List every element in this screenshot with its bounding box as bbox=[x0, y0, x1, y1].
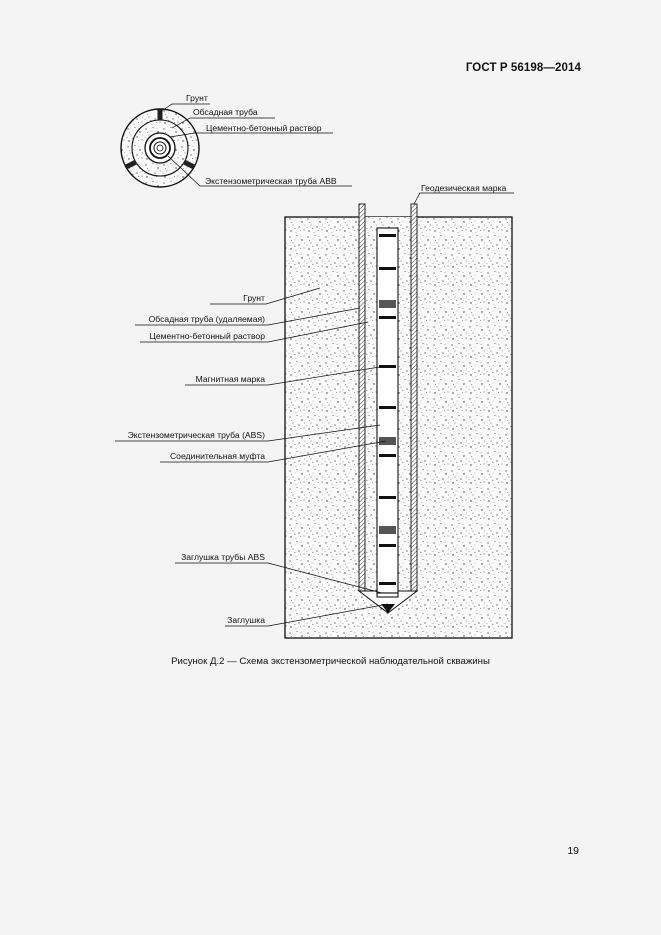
label-abs-plug: Заглушка трубы ABS bbox=[181, 552, 265, 562]
label-geodetic-mark: Геодезическая марка bbox=[421, 183, 507, 193]
label-soil-top: Грунт bbox=[186, 93, 208, 103]
cross-section-core bbox=[157, 145, 163, 151]
magnetic-mark bbox=[379, 316, 396, 319]
casing-wall-left bbox=[359, 204, 365, 591]
label-soil: Грунт bbox=[243, 293, 265, 303]
coupling-band bbox=[379, 437, 396, 445]
vertical-section-view bbox=[115, 183, 514, 638]
magnetic-mark bbox=[379, 234, 396, 237]
magnetic-mark bbox=[379, 267, 396, 270]
leader-line bbox=[414, 193, 514, 204]
label-casing-top: Обсадная труба bbox=[193, 107, 258, 117]
label-cement: Цементно-бетонный раствор bbox=[149, 331, 265, 341]
figure-caption: Рисунок Д.2 — Схема экстензометрической наблюдательной скважины bbox=[171, 656, 490, 667]
coupling-band bbox=[379, 526, 396, 534]
page-number: 19 bbox=[567, 845, 579, 857]
label-magnetic-mark: Магнитная марка bbox=[195, 374, 265, 384]
label-ext-pipe: Экстензометрическая труба (ABS) bbox=[127, 430, 265, 440]
document-code: ГОСТ Р 56198—2014 bbox=[465, 62, 581, 74]
label-cement-top: Цементно-бетонный раствор bbox=[206, 123, 322, 133]
cross-section-view bbox=[121, 93, 352, 187]
casing-wall-right bbox=[411, 204, 417, 591]
label-ext-pipe-top: Экстензометрическая труба АВВ bbox=[205, 176, 337, 186]
magnetic-mark bbox=[379, 496, 396, 499]
magnetic-mark bbox=[379, 406, 396, 409]
label-coupling: Соединительная муфта bbox=[169, 451, 265, 461]
label-casing-removable: Обсадная труба (удаляемая) bbox=[148, 314, 265, 324]
magnetic-mark bbox=[379, 544, 396, 547]
label-plug: Заглушка bbox=[227, 615, 265, 625]
magnetic-mark bbox=[379, 582, 396, 585]
ext-pipe bbox=[377, 228, 398, 593]
abs-plug bbox=[377, 593, 398, 597]
magnetic-mark bbox=[379, 454, 396, 457]
coupling-band bbox=[379, 300, 396, 308]
